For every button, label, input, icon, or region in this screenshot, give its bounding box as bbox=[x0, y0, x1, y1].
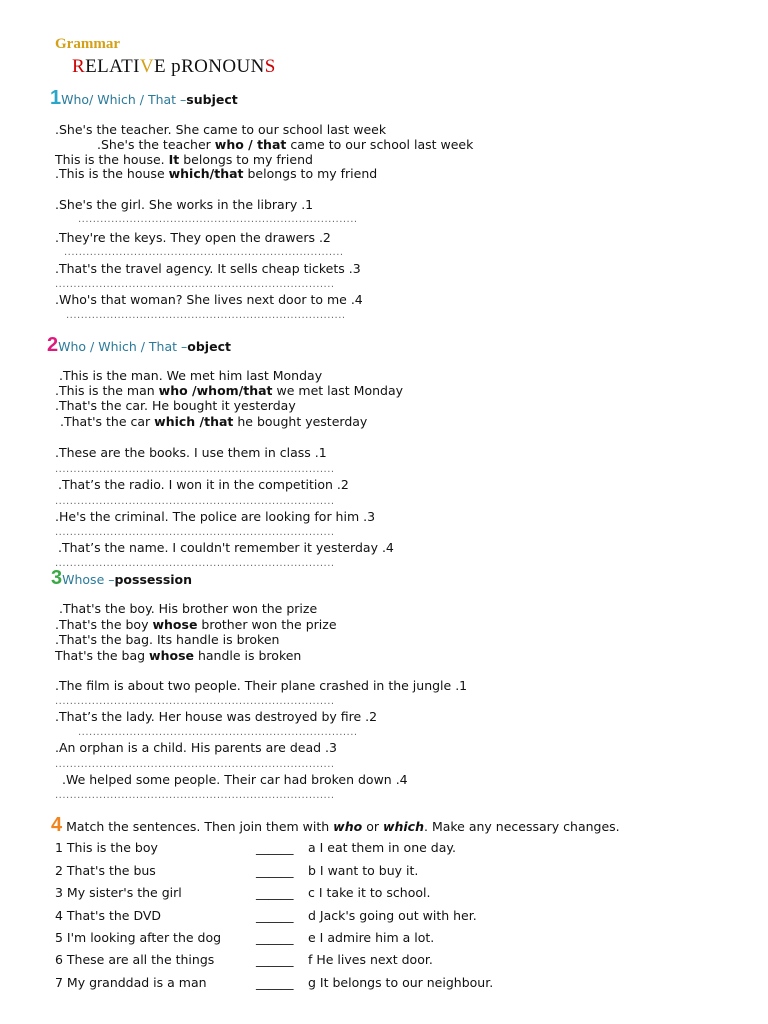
example-text: belongs to my friend bbox=[243, 166, 378, 181]
example-text: belongs to my friend bbox=[179, 152, 313, 167]
example-line bbox=[55, 383, 403, 398]
match-right-item: f He lives next door. bbox=[308, 952, 433, 967]
section-1-heading bbox=[50, 87, 238, 110]
example-line bbox=[55, 166, 377, 181]
answer-line[interactable]: ............................................................................ bbox=[64, 247, 344, 258]
answer-line[interactable]: ............................................................................ bbox=[55, 496, 335, 507]
section-label: possession bbox=[114, 572, 193, 587]
match-left-item: 1 This is the boy bbox=[55, 840, 158, 855]
section-4-instruction bbox=[66, 819, 620, 834]
example-line bbox=[55, 632, 279, 647]
match-left-item: 2 That's the bus bbox=[55, 863, 156, 878]
match-right-item: c I take it to school. bbox=[308, 885, 431, 900]
section-number: 2 bbox=[47, 334, 59, 356]
example-text: we met last Monday bbox=[272, 383, 404, 398]
match-answer-blank[interactable]: ______ bbox=[256, 885, 294, 900]
match-right-item: e I admire him a lot. bbox=[308, 930, 435, 945]
instruction-text: which bbox=[382, 819, 424, 834]
section-label: object bbox=[187, 339, 231, 354]
title-letter: R bbox=[72, 56, 86, 77]
match-answer-blank[interactable]: ______ bbox=[256, 840, 294, 855]
section-number: 4 bbox=[51, 814, 63, 836]
exercise-sentence: .We helped some people. Their car had broken down .4 bbox=[62, 772, 408, 787]
relative-pronoun-highlight: which /that bbox=[154, 414, 234, 429]
example-line bbox=[55, 152, 313, 167]
example-text: .That's the boy. His brother won the prize bbox=[59, 601, 318, 616]
match-left-item: 3 My sister's the girl bbox=[55, 885, 182, 900]
example-text: .That's the boy bbox=[55, 617, 153, 632]
title-letter: T bbox=[121, 56, 134, 77]
title-letter: L bbox=[97, 56, 110, 77]
match-answer-blank[interactable]: ______ bbox=[256, 952, 294, 967]
section-pronouns: Who/ Which / That – bbox=[61, 92, 187, 107]
match-left-item: 4 That's the DVD bbox=[55, 908, 162, 923]
section-3-heading bbox=[51, 567, 192, 590]
title-letter: N bbox=[208, 56, 223, 77]
example-text: .She's the teacher bbox=[97, 137, 215, 152]
exercise-sentence: .Who's that woman? She lives next door to me .4 bbox=[55, 292, 363, 307]
title-letter: N bbox=[250, 56, 265, 77]
example-line bbox=[97, 137, 473, 152]
answer-line[interactable]: ............................................................................ bbox=[78, 727, 358, 738]
match-right-item: a I eat them in one day. bbox=[308, 840, 456, 855]
example-text: This is the house. bbox=[55, 152, 169, 167]
section-pronouns: Who / Which / That – bbox=[58, 339, 188, 354]
exercise-sentence: .He's the criminal. The police are looking for him .3 bbox=[55, 509, 376, 524]
instruction-text: . Make any necessary changes. bbox=[424, 819, 620, 834]
exercise-sentence: .That's the travel agency. It sells cheap tickets .3 bbox=[55, 261, 361, 276]
example-line bbox=[60, 414, 367, 429]
exercise-sentence: .They're the keys. They open the drawers .2 bbox=[55, 230, 331, 245]
instruction-text: Match the sentences. Then join them with bbox=[66, 819, 334, 834]
answer-line[interactable]: ............................................................................ bbox=[55, 759, 335, 770]
section-label: subject bbox=[186, 92, 238, 107]
section-4-heading bbox=[51, 814, 620, 837]
example-text: he bought yesterday bbox=[233, 414, 368, 429]
answer-line[interactable]: ............................................................................ bbox=[55, 527, 335, 538]
example-text: .That's the car. He bought it yesterday bbox=[55, 398, 296, 413]
match-answer-blank[interactable]: ______ bbox=[256, 908, 294, 923]
instruction-text: who bbox=[333, 819, 363, 834]
title-letter: O bbox=[194, 56, 209, 77]
match-left-item: 6 These are all the things bbox=[55, 952, 215, 967]
relative-pronoun-highlight: who /whom/that bbox=[158, 383, 273, 398]
example-text: .This is the man. We met him last Monday bbox=[59, 368, 323, 383]
match-right-item: d Jack's going out with her. bbox=[308, 908, 477, 923]
match-left-item: 7 My granddad is a man bbox=[55, 975, 207, 990]
example-line bbox=[55, 617, 337, 632]
example-text: .This is the house bbox=[55, 166, 169, 181]
answer-line[interactable]: ............................................................................ bbox=[55, 696, 335, 707]
example-text: .That's the bag. Its handle is broken bbox=[55, 632, 280, 647]
exercise-sentence: .The film is about two people. Their plane crashed in the jungle .1 bbox=[55, 678, 468, 693]
title-letter: R bbox=[181, 56, 195, 77]
example-line bbox=[55, 398, 296, 413]
answer-line[interactable]: ............................................................................ bbox=[55, 464, 335, 475]
relative-pronoun-highlight: whose bbox=[152, 617, 198, 632]
example-text: .This is the man bbox=[55, 383, 159, 398]
title-letter: V bbox=[139, 56, 154, 77]
answer-line[interactable]: ............................................................................ bbox=[55, 279, 335, 290]
title-letter: U bbox=[236, 56, 251, 77]
exercise-sentence: .These are the books. I use them in class .1 bbox=[55, 445, 327, 460]
section-number: 3 bbox=[51, 567, 63, 589]
match-right-item: b I want to buy it. bbox=[308, 863, 419, 878]
exercise-sentence: .That’s the lady. Her house was destroyed by fire .2 bbox=[55, 709, 378, 724]
title-letter: I bbox=[133, 56, 140, 77]
example-text: came to our school last week bbox=[286, 137, 474, 152]
answer-line[interactable]: ............................................................................ bbox=[55, 558, 335, 569]
example-line bbox=[55, 648, 301, 663]
example-text: .That's the car bbox=[60, 414, 155, 429]
match-left-item: 5 I'm looking after the dog bbox=[55, 930, 222, 945]
title-letter: A bbox=[109, 56, 122, 77]
exercise-sentence: .That’s the name. I couldn't remember it yesterday .4 bbox=[58, 540, 394, 555]
match-answer-blank[interactable]: ______ bbox=[256, 930, 294, 945]
example-line bbox=[55, 122, 386, 137]
answer-line[interactable]: ............................................................................ bbox=[78, 214, 358, 225]
relative-pronoun-highlight: who / that bbox=[214, 137, 287, 152]
exercise-sentence: .An orphan is a child. His parents are dead .3 bbox=[55, 740, 337, 755]
match-right-item: g It belongs to our neighbour. bbox=[308, 975, 494, 990]
example-text: That's the bag bbox=[55, 648, 150, 663]
example-text: .She's the teacher. She came to our school last week bbox=[55, 122, 387, 137]
title-letter: E bbox=[85, 56, 98, 77]
answer-line[interactable]: ............................................................................ bbox=[66, 310, 346, 321]
example-text: brother won the prize bbox=[197, 617, 337, 632]
match-answer-blank[interactable]: ______ bbox=[256, 863, 294, 878]
relative-pronoun-highlight: which/that bbox=[168, 166, 244, 181]
example-line bbox=[59, 601, 317, 616]
instruction-text: or bbox=[362, 819, 383, 834]
title-letter: S bbox=[264, 56, 276, 77]
section-pronouns: Whose – bbox=[62, 572, 115, 587]
relative-pronoun-highlight: whose bbox=[149, 648, 194, 663]
relative-pronoun-highlight: It bbox=[168, 152, 180, 167]
exercise-sentence: .She's the girl. She works in the library .1 bbox=[55, 197, 314, 212]
example-text: handle is broken bbox=[193, 648, 302, 663]
example-line bbox=[59, 368, 322, 383]
title-letter: E bbox=[154, 56, 167, 77]
section-2-heading bbox=[47, 334, 231, 357]
section-number: 1 bbox=[50, 87, 62, 109]
exercise-sentence: .That’s the radio. I won it in the competition .2 bbox=[58, 477, 349, 492]
match-answer-blank[interactable]: ______ bbox=[256, 975, 294, 990]
grammar-heading: Grammar bbox=[55, 36, 120, 52]
title-letter: O bbox=[222, 56, 237, 77]
relative-pronouns-title bbox=[72, 56, 276, 78]
answer-line[interactable]: ............................................................................ bbox=[55, 790, 335, 801]
title-letter: p bbox=[171, 56, 182, 77]
